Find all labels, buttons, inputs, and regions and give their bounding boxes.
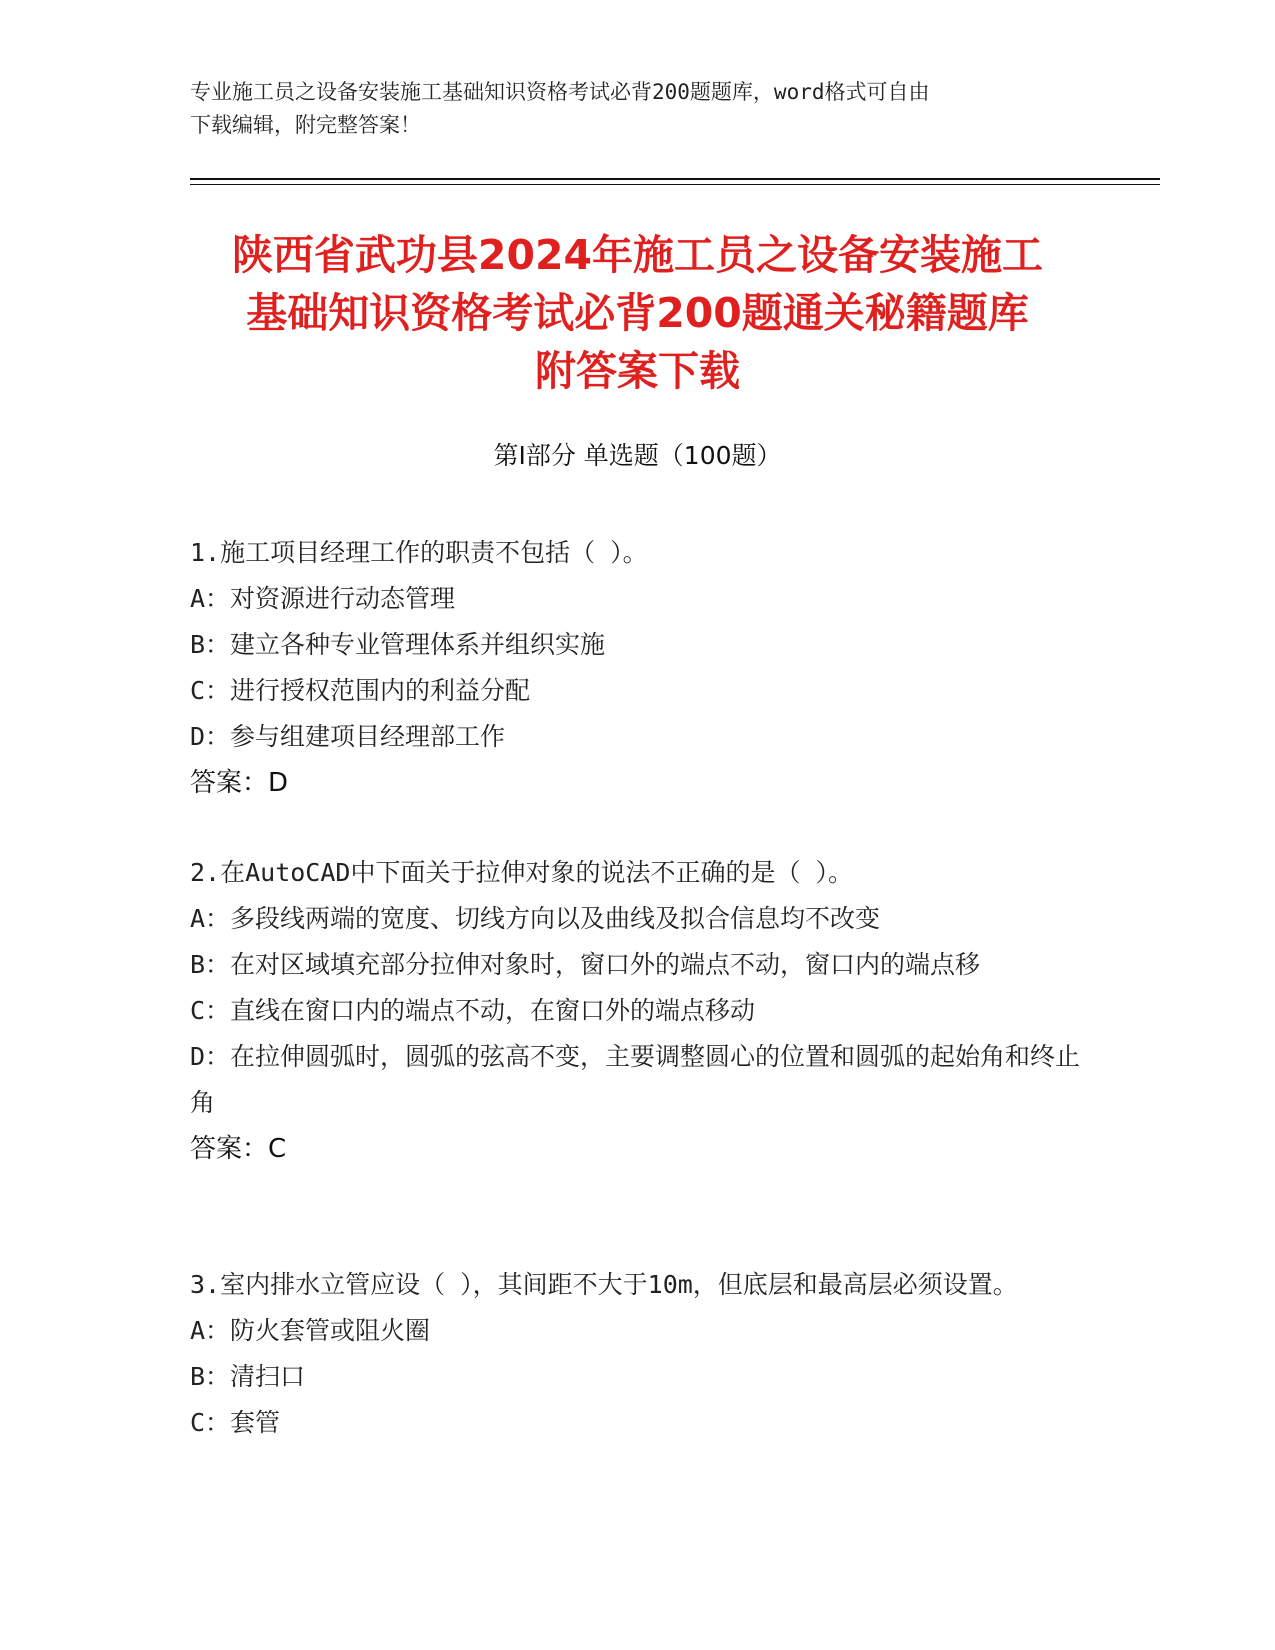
document-title-line-3: 附答案下载 [535,347,740,395]
header-note-line-1: 专业施工员之设备安装施工基础知识资格考试必背200题题库，word格式可自由 [190,80,930,104]
header-divider-thick [190,178,1160,180]
option-d: D：参与组建项目经理部工作 [190,722,506,751]
option-b: B：在对区域填充部分拉伸对象时，窗口外的端点不动，窗口内的端点移 [190,950,981,979]
option-b: B：建立各种专业管理体系并组织实施 [190,630,606,659]
header-note [190,76,1090,142]
option-c: C：直线在窗口内的端点不动，在窗口外的端点移动 [190,996,756,1025]
question-3 [190,1262,1090,1446]
answer: 答案：D [190,768,289,798]
document-title [150,226,1125,400]
question-stem: 3.室内排水立管应设（ ），其间距不大于10m，但底层和最高层必须设置。 [190,1270,1018,1299]
document-title-line-2: 基础知识资格考试必背200题通关秘籍题库 [246,289,1029,337]
header-note-line-2: 下载编辑，附完整答案！ [190,113,421,137]
option-a: A：多段线两端的宽度、切线方向以及曲线及拟合信息均不改变 [190,904,881,933]
option-b: B：清扫口 [190,1362,306,1391]
section-heading: 第Ⅰ部分 单选题（100题） [493,441,782,470]
question-stem: 1.施工项目经理工作的职责不包括（ ）。 [190,538,648,567]
question-2 [190,850,1090,1172]
question-stem: 2.在AutoCAD中下面关于拉伸对象的说法不正确的是（ ）。 [190,858,854,887]
header-divider-thin [190,184,1160,185]
option-d: D：在拉伸圆弧时，圆弧的弦高不变，主要调整圆心的位置和圆弧的起始角和终止角 [190,1042,1081,1117]
document-title-line-1: 陕西省武功县2024年施工员之设备安装施工 [231,231,1044,279]
question-1 [190,530,1090,806]
option-c: C：套管 [190,1408,281,1437]
answer: 答案：C [190,1134,287,1164]
option-a: A：对资源进行动态管理 [190,584,456,613]
option-a: A：防火套管或阻火圈 [190,1316,431,1345]
option-c: C：进行授权范围内的利益分配 [190,676,531,705]
